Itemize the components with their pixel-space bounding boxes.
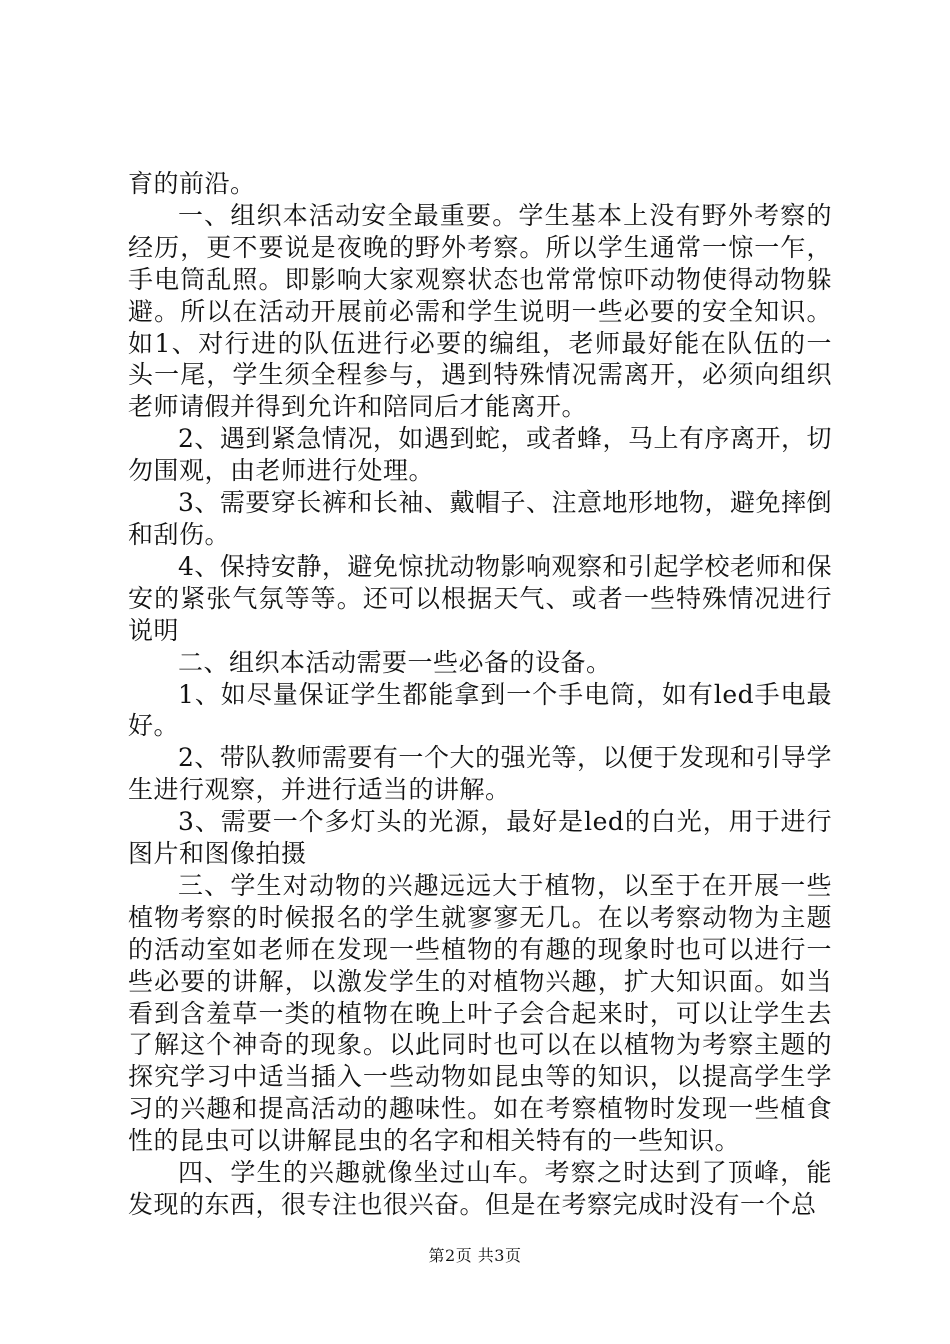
document-body: [128, 168, 832, 1221]
paragraph: 3、需要穿长裤和长袖、戴帽子、注意地形地物，避免摔倒和刮伤。: [128, 488, 832, 549]
paragraph: 三、学生对动物的兴趣远远大于植物，以至于在开展一些植物考察的时候报名的学生就寥寥无几。在以考察动物为主题的活动室如老师在发现一些植物的有趣的现象时也可以进行一些必要的讲解，以激发学生的对植物兴趣，扩大知识面。如当看到含羞草一类的植物在晚上叶子会合起来时，可以让学生去了解这个神奇的现象。以此同时也可以在以植物为考察主题的探究学习中适当插入一些动物如昆虫等的知识，以提高学生学习的兴趣和提高活动的趣味性。如在考察植物时发现一些植食性的昆虫可以讲解昆虫的名字和相关特有的一些知识。: [128, 870, 832, 1156]
paragraph: 4、保持安静，避免惊扰动物影响观察和引起学校老师和保安的紧张气氛等等。还可以根据天气、或者一些特殊情况进行说明: [128, 551, 832, 645]
page-number-footer: 第2页 共3页: [428, 1246, 522, 1265]
paragraph: 育的前沿。: [128, 169, 256, 198]
paragraph: 3、需要一个多灯头的光源，最好是led的白光，用于进行图片和图像拍摄: [128, 807, 832, 869]
paragraph: 二、组织本活动需要一些必备的设备。: [178, 647, 612, 677]
paragraph: 2、带队教师需要有一个大的强光等，以便于发现和引导学生进行观察，并进行适当的讲解。: [128, 743, 832, 805]
paragraph: 一、组织本活动安全最重要。学生基本上没有野外考察的经历，更不要说是夜晚的野外考察。所以学生通常一惊一乍，手电筒乱照。即影响大家观察状态也常常惊吓动物使得动物躲避。所以在活动开展前必需和学生说明一些必要的安全知识。如1、对行进的队伍进行必要的编组，老师最好能在队伍的一头一尾，学生须全程参与，遇到特殊情况需离开，必须向组织老师请假并得到允许和陪同后才能离开。: [128, 200, 832, 422]
paragraph: 2、遇到紧急情况，如遇到蛇，或者蜂，马上有序离开，切勿围观，由老师进行处理。: [128, 424, 832, 486]
paragraph: 四、学生的兴趣就像坐过山车。考察之时达到了顶峰，能发现的东西，很专注也很兴奋。但是在考察完成时没有一个总: [128, 1158, 832, 1219]
paragraph: 1、如尽量保证学生都能拿到一个手电筒，如有led手电最好。: [128, 679, 832, 741]
